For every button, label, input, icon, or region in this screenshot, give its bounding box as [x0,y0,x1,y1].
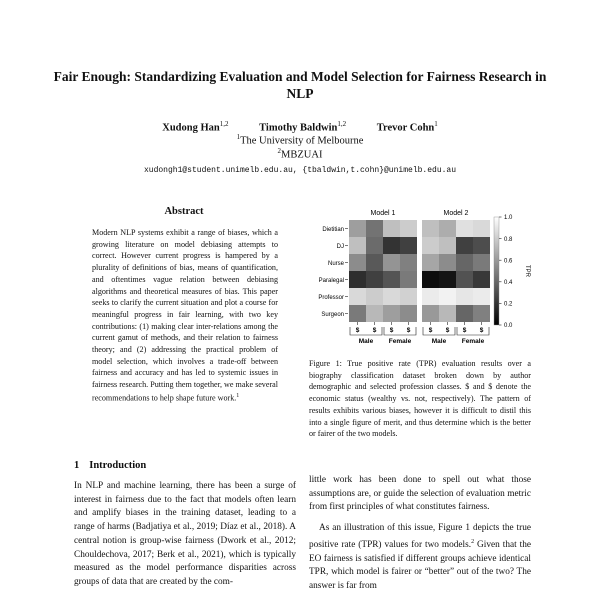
heatmap-cell [456,237,473,254]
heatmap-cell [383,254,400,271]
heatmap-cell [422,237,439,254]
row-label: DJ [336,244,344,250]
heatmap-cell [400,271,417,288]
author-emails: xudongh1@student.unimelb.edu.au, {tbaldwin,t.cohn}@unimelb.edu.au [143,166,457,175]
heatmap-cell [473,305,490,322]
heatmap-cell [366,220,383,237]
heatmap-cell [456,220,473,237]
heatmap-cell [349,271,366,288]
heatmap-cell [456,305,473,322]
heatmap-cell [400,220,417,237]
colorbar-tick-label: 0.0 [504,323,513,330]
heatmap-cell [456,288,473,305]
heatmap-cell [366,237,383,254]
colorbar-tick-label: 0.4 [504,280,513,286]
heatmap-cell [473,288,490,305]
row-label: Paralegal [318,278,344,284]
heatmap-cell [383,237,400,254]
heatmap-cell [439,254,456,271]
figure-1-heatmap [300,200,560,350]
heatmap-cell [366,271,383,288]
heatmap-cell [349,254,366,271]
group-label: Male [358,338,374,345]
column-label: $ [389,327,394,334]
paper-title: Fair Enough: Standardizing Evaluation and Model Selection for Fairness Research in NLP [53,69,547,101]
colorbar-label: TPR [524,265,530,277]
affiliation-1-sup: 1 [236,133,241,141]
author-1-sup: 1,2 [219,120,229,128]
heatmap-cell [383,271,400,288]
row-label: Nurse [327,261,344,267]
colorbar-tick-label: 0.6 [504,258,513,265]
heatmap-cell [349,220,366,237]
group-label: Female [461,338,485,345]
section-number: 1 [74,460,80,471]
column-label: $ [462,327,467,334]
heatmap-cell [456,254,473,271]
colorbar [494,217,499,325]
group-label: Female [388,338,412,345]
group-label: Male [431,338,447,345]
heatmap-cell [439,220,456,237]
heatmap-cell [400,288,417,305]
column-label: $ [428,327,433,334]
heatmap-cell [349,288,366,305]
author-1-name: Xudong Han [162,122,220,134]
heatmap-cell [422,305,439,322]
heatmap-cell [422,220,439,237]
heatmap-cell [422,271,439,288]
colorbar-tick-label: 0.8 [504,236,513,243]
heatmap-cell [439,271,456,288]
section-heading [74,460,156,471]
colorbar-tick-label: 0.2 [504,301,513,308]
heatmap-cell [473,220,490,237]
right-paragraph-1: little work has been done to spell out what those assumptions are, or guide the selection of evaluation metric from first principles of what constitutes fairness. [309,475,531,513]
heatmap-cell [439,237,456,254]
abstract-footnote-mark: 1 [236,392,240,399]
heatmap-cell [473,254,490,271]
author-2-name: Timothy Baldwin [259,122,338,134]
affiliation-1-name: The University of Melbourne [240,135,364,147]
heatmap-cell [349,237,366,254]
column-label: $ [445,327,450,334]
colorbar-tick-label: 1.0 [504,215,513,222]
introduction-body [74,480,296,590]
heatmap-cell [422,288,439,305]
column-label: $ [479,327,484,334]
abstract-text: Modern NLP systems exhibit a range of biases, which a growing literature on model debiasing attempts to correct. However current progress is hampered by a plurality of definitions of bias, means of quantification, and oftentimes vague relation between debiasing algorithms and theoretical measures of bias. This paper seeks to clarify the current situation and plot a course for meaningful progress in fair learning, with two key contributions: (1) making clear inter-relations among the current gamut of methods, and their relation to fairness theory; and (2) addressing the practical problem of model selection, which involves a trade-off between fairness and accuracy and has led to systemic issues in fairness research. Putting them together, we make several recommendations to help shape future work. [92,228,278,403]
row-label: Surgeon [321,312,344,318]
author-3-name: Trevor Cohn [376,122,435,134]
heatmap-cell [422,254,439,271]
author-2-sup: 1,2 [337,120,347,128]
heatmap-cell [456,271,473,288]
affiliation-2-name: MBZUAI [281,149,323,161]
heatmap-cell [383,305,400,322]
heatmap-cell [473,237,490,254]
column-label: $ [406,327,411,334]
heatmap-cell [349,305,366,322]
column-label: $ [355,327,360,334]
panel-title: Model 2 [443,210,469,217]
author-3-sup: 1 [434,120,438,128]
heatmap-cell [439,288,456,305]
affiliation-2-sup: 2 [277,147,282,155]
column-label: $ [372,327,377,334]
right-paragraph-2-text: As an illustration of this issue, Figure 1 depicts the true positive rate (TPR) values for two models. [309,523,531,550]
figure-1-caption: Figure 1: True positive rate (TPR) evaluation results over a biography classification dataset broken down by author demographic and selected profession classes. $ and $ denote the economic status (wealthy vs. not, respectively). The pattern of results exhibits various biases, however it is difficult to distil this into a single figure of merit, and thus determine which is the better or fairer of the two models. [309,359,531,439]
right-paragraph-2 [309,522,531,594]
heatmap-cell [473,271,490,288]
heatmap-cell [439,305,456,322]
heatmap-cell [400,237,417,254]
section-title: Introduction [89,460,147,471]
footnote-2-mark: 2 [471,538,475,545]
heatmap-cell [366,305,383,322]
right-column-body [309,474,531,601]
heatmap-cell [400,254,417,271]
abstract-body [92,227,278,404]
abstract-heading: Abstract [164,206,204,217]
affiliation-2 [40,145,560,162]
right-paragraph-2-tail: Given that the EO fairness is satisfied if different groups achieve identical TPR, which model is fairer or “better” out of the two? The answer is far from [309,539,531,592]
heatmap-cell [366,288,383,305]
row-label: Dietitian [322,227,344,233]
heatmap-cell [383,288,400,305]
heatmap-cell [383,220,400,237]
heatmap-cell [366,254,383,271]
row-label: Professor [318,295,344,301]
panel-title: Model 1 [370,210,396,217]
introduction-paragraph: In NLP and machine learning, there has been a surge of interest in fairness due to the fact that models often learn and amplify biases in the training dataset, leading to a range of harms (Badjatiya et al., 2019; Díaz et al., 2018). A central notion is group-wise fairness (Dwork et al., 2012; Chouldechova, 2017; Berk et al., 2021), which is typically measured as the model performance disparities across groups of data that are created by the com- [74,481,296,587]
heatmap-cell [400,305,417,322]
